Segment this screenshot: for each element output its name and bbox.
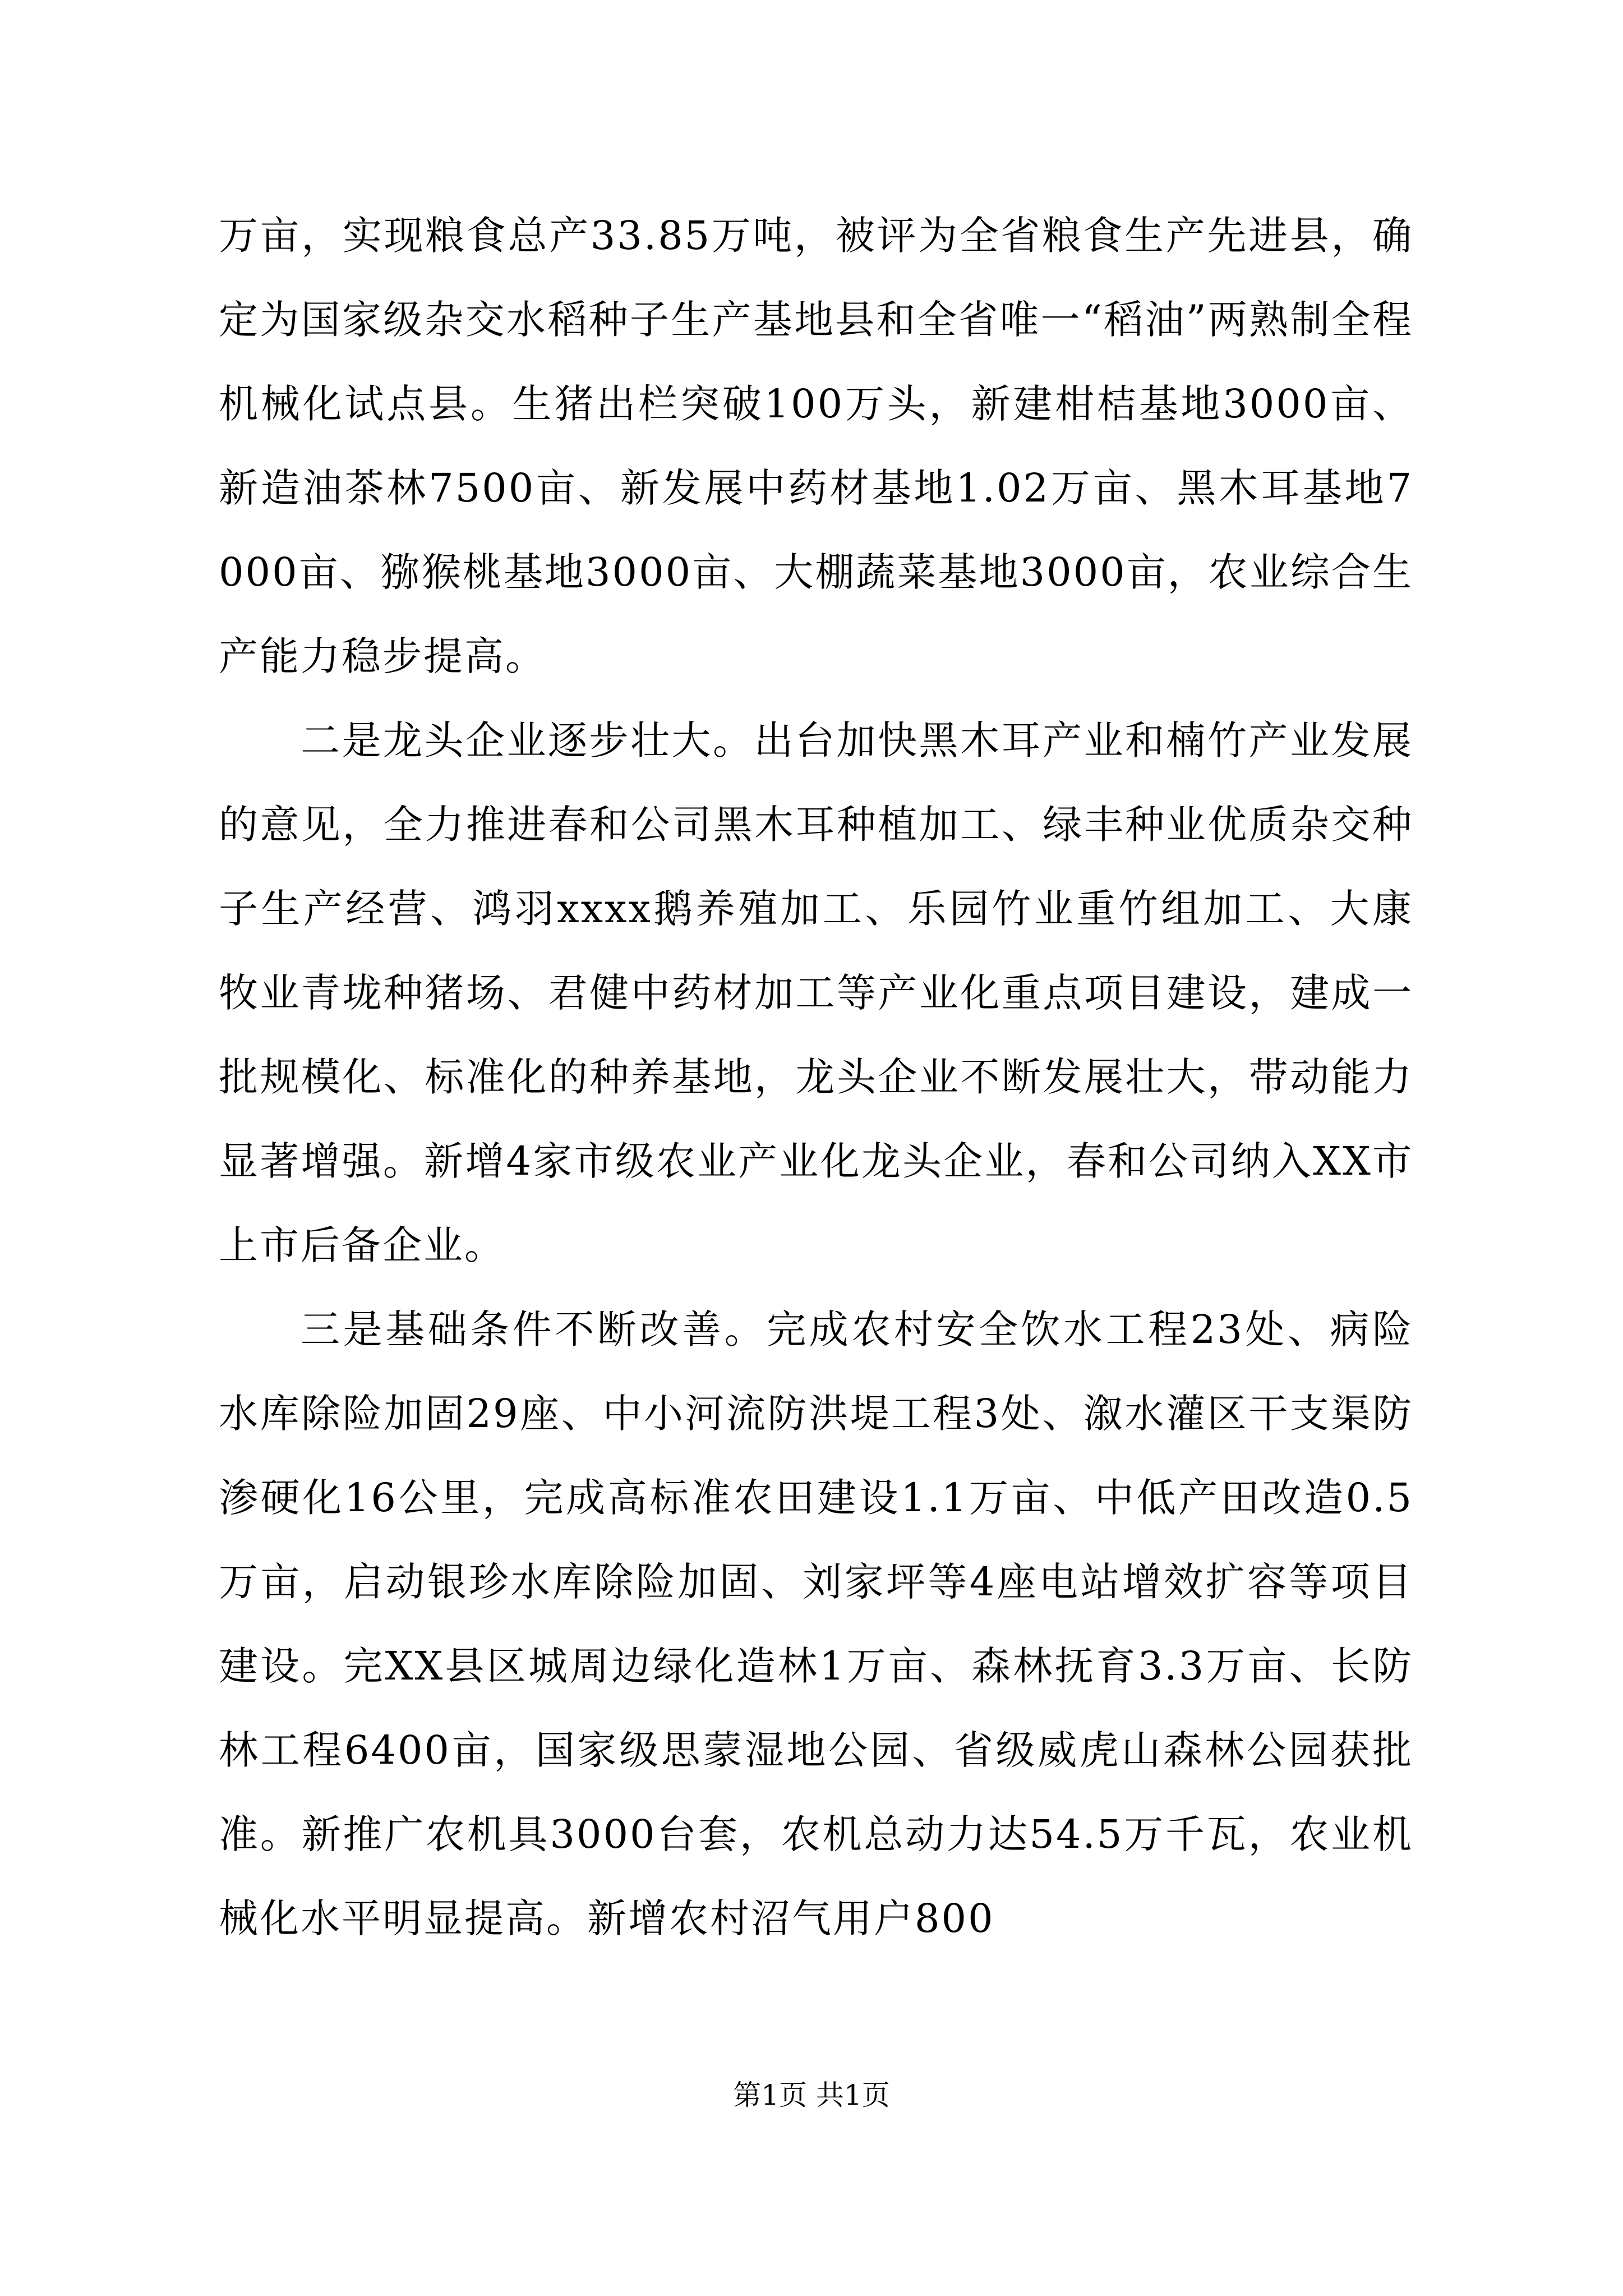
page-footer xyxy=(0,2076,1623,2115)
paragraph-grain-output: 万亩，实现粮食总产33.85万吨，被评为全省粮食生产先进县，确定为国家级杂交水稻种子生产基地县和全省唯一“稻油”两熟制全程机械化试点县。生猪出栏突破100万头，新建柑桔基地3000亩、新造油茶林7500亩、新发展中药材基地1.02万亩、黑木耳基地7000亩、猕猴桃基地3000亩、大棚蔬菜基地3000亩，农业综合生产能力稳步提高。 xyxy=(219,213,1413,679)
paragraph-leading-enterprises: 二是龙头企业逐步壮大。出台加快黑木耳产业和楠竹产业发展的意见，全力推进春和公司黑木耳种植加工、绿丰种业优质杂交种子生产经营、鸿羽xxxx鹅养殖加工、乐园竹业重竹组加工、大康牧业青垅种猪场、君健中药材加工等产业化重点项目建设，建成一批规模化、标准化的种养基地，龙头企业不断发展壮大，带动能力显著增强。新增4家市级农业产业化龙头企业，春和公司纳入XX市上市后备企业。 xyxy=(219,717,1413,1268)
paragraph-infrastructure: 三是基础条件不断改善。完成农村安全饮水工程23处、病险水库除险加固29座、中小河流防洪堤工程3处、溆水灌区干支渠防渗硬化16公里，完成高标准农田建设1.1万亩、中低产田改造0.5万亩，启动银珍水库除险加固、刘家坪等4座电站增效扩容等项目建设。完XX县区城周边绿化造林1万亩、森林抚育3.3万亩、长防林工程6400亩，国家级思蒙湿地公园、省级威虎山森林公园获批准。新推广农机具3000台套，农机总动力达54.5万千瓦，农业机械化水平明显提高。新增农村沼气用户800 xyxy=(219,1306,1413,1941)
document-body xyxy=(219,194,1413,1961)
page-number-label: 第1页 共1页 xyxy=(733,2079,890,2111)
